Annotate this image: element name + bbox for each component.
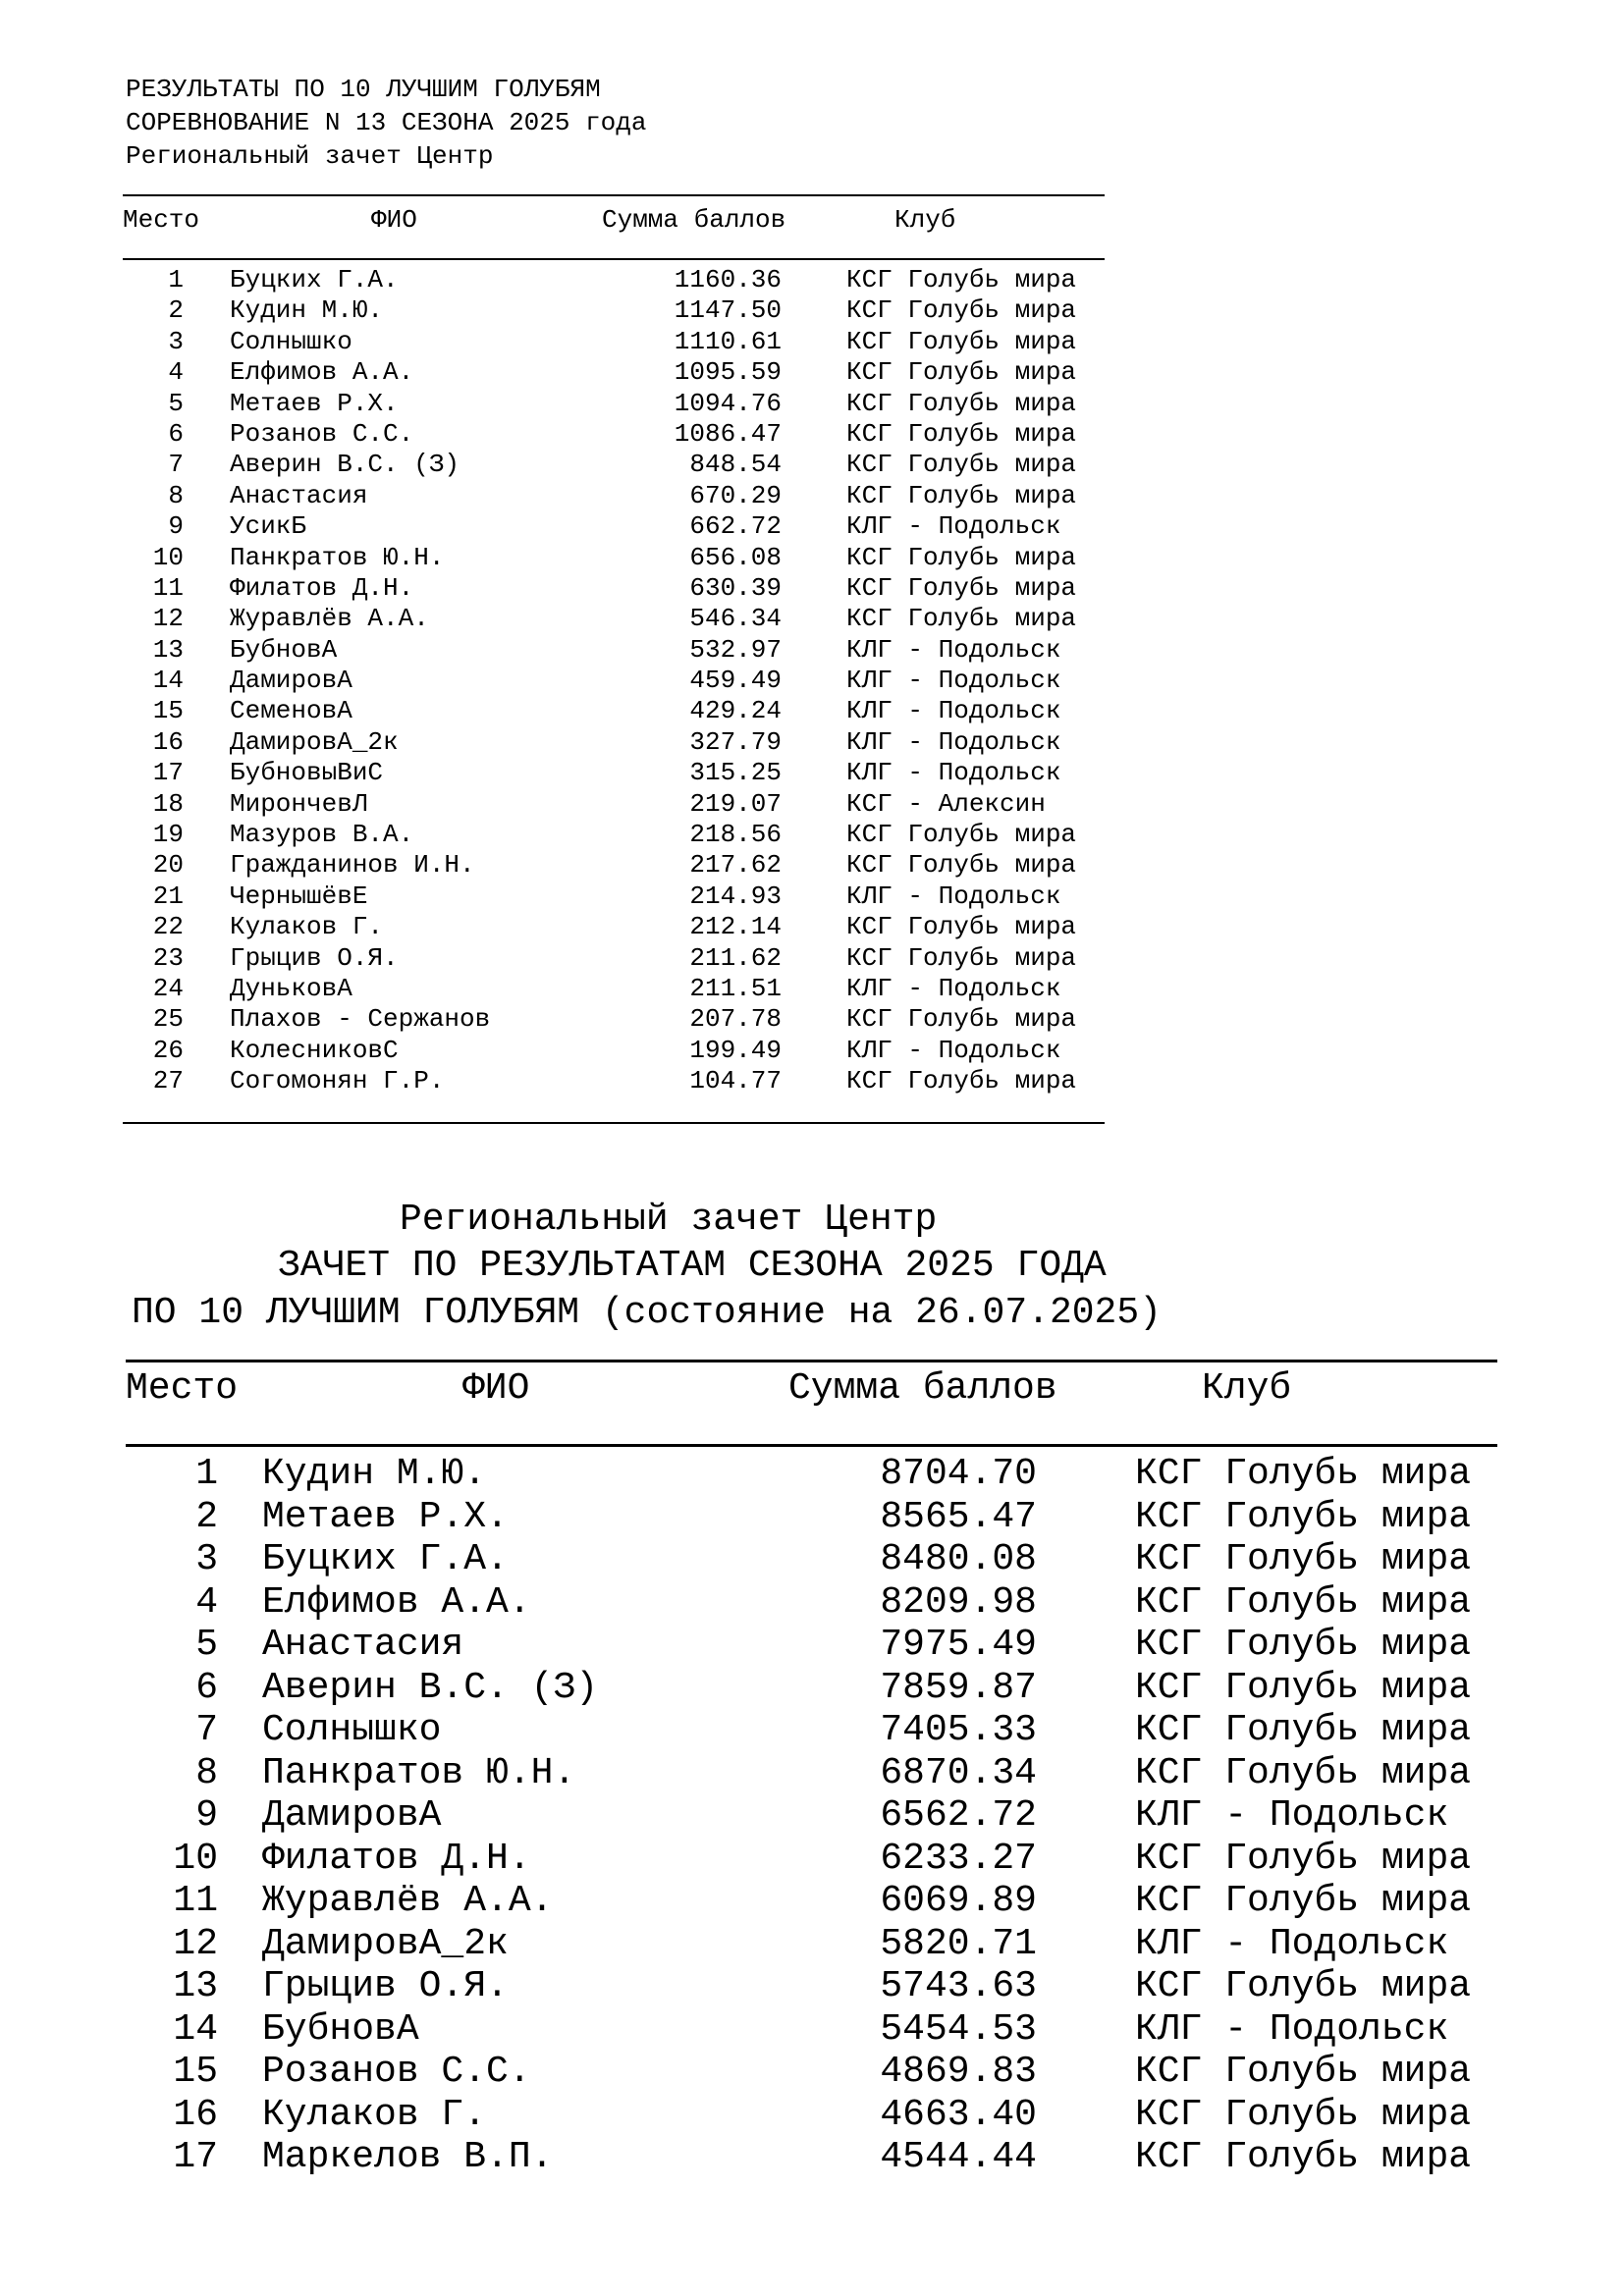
table-row xyxy=(123,943,1105,974)
cell-place: 16 xyxy=(152,726,184,757)
cell-place: 18 xyxy=(152,788,184,819)
cell-points: 532.97 xyxy=(689,634,782,665)
table-row xyxy=(126,2008,1497,2052)
cell-club: КСГ Голубь мира xyxy=(846,850,1077,881)
cell-points: 315.25 xyxy=(689,758,782,788)
cell-name: Филатов Д.Н. xyxy=(230,572,414,603)
table-row xyxy=(126,2051,1497,2094)
cell-points: 662.72 xyxy=(689,511,782,542)
cell-club: КСГ Голубь мира xyxy=(1135,1666,1472,1709)
table-row xyxy=(123,265,1105,295)
table-row xyxy=(123,666,1105,696)
cell-points: 1086.47 xyxy=(674,418,782,449)
cell-points: 212.14 xyxy=(689,912,782,942)
table-row xyxy=(126,1581,1497,1625)
cell-club: КСГ - Алексин xyxy=(846,788,1046,819)
cell-place: 15 xyxy=(152,696,184,726)
table2-header-row xyxy=(126,1366,1497,1412)
cell-points: 670.29 xyxy=(689,480,782,510)
cell-name: Плахов - Сержанов xyxy=(230,1004,491,1035)
cell-place: 20 xyxy=(152,850,184,881)
cell-points: 1110.61 xyxy=(674,326,782,356)
cell-club: КСГ Голубь мира xyxy=(846,418,1077,449)
cell-name: КолесниковС xyxy=(230,1035,399,1065)
section1-title-line-2: СОРЕВНОВАНИЕ N 13 СЕЗОНА 2025 года xyxy=(126,108,647,137)
cell-name: Грыцив О.Я. xyxy=(262,1965,509,2007)
cell-name: ДамировА xyxy=(262,1794,442,1837)
cell-name: Гражданинов И.Н. xyxy=(230,850,475,881)
cell-name: Грыцив О.Я. xyxy=(230,942,399,973)
section1-title-block xyxy=(126,73,647,173)
cell-club: КЛГ - Подольск xyxy=(846,726,1061,757)
table-row xyxy=(126,1794,1497,1838)
cell-place: 27 xyxy=(152,1066,184,1096)
table-row xyxy=(123,1004,1105,1035)
cell-club: КСГ Голубь мира xyxy=(1135,1624,1472,1666)
cell-club: КСГ Голубь мира xyxy=(846,912,1077,942)
cell-name: СеменовА xyxy=(230,696,352,726)
cell-club: КСГ Голубь мира xyxy=(846,942,1077,973)
cell-name: БубновА xyxy=(230,634,338,665)
cell-place: 17 xyxy=(152,758,184,788)
cell-name: БубновыВиС xyxy=(230,758,384,788)
cell-club: КЛГ - Подольск xyxy=(1135,2007,1449,2051)
table-row xyxy=(123,389,1105,419)
cell-club: КСГ Голубь мира xyxy=(846,1066,1077,1096)
cell-place: 9 xyxy=(195,1794,218,1837)
cell-points: 656.08 xyxy=(689,542,782,572)
cell-place: 25 xyxy=(152,1004,184,1035)
cell-points: 429.24 xyxy=(689,696,782,726)
table-row xyxy=(123,912,1105,942)
cell-points: 546.34 xyxy=(689,604,782,634)
table-row xyxy=(123,974,1105,1004)
section2-title-line-3: ПО 10 ЛУЧШИМ ГОЛУБЯМ (состояние на 26.07.2025) xyxy=(132,1292,1162,1334)
table2-header-place: Место xyxy=(126,1367,239,1410)
table2-top-rule xyxy=(126,1360,1497,1362)
cell-club: КЛГ - Подольск xyxy=(846,973,1061,1003)
table-row xyxy=(126,1538,1497,1581)
cell-points: 327.79 xyxy=(689,726,782,757)
cell-name: Маркелов В.П. xyxy=(262,2136,554,2178)
cell-points: 7859.87 xyxy=(880,1666,1037,1709)
cell-name: Анастасия xyxy=(230,480,368,510)
cell-name: ДамировА_2к xyxy=(262,1922,509,1965)
cell-place: 17 xyxy=(173,2136,218,2178)
cell-name: Буцких Г.А. xyxy=(230,265,399,294)
cell-place: 26 xyxy=(152,1035,184,1065)
table1-header-name: ФИО xyxy=(371,205,417,235)
cell-name: УсикБ xyxy=(230,511,307,542)
cell-name: Кудин М.Ю. xyxy=(262,1453,487,1495)
table-row xyxy=(126,1709,1497,1752)
cell-name: Аверин В.С. (З) xyxy=(230,450,460,480)
cell-place: 22 xyxy=(152,912,184,942)
cell-place: 13 xyxy=(152,634,184,665)
table-row xyxy=(123,1036,1105,1066)
cell-points: 1147.50 xyxy=(674,295,782,326)
cell-place: 24 xyxy=(152,973,184,1003)
cell-club: КЛГ - Подольск xyxy=(846,696,1061,726)
table2-header-name: ФИО xyxy=(462,1367,530,1410)
cell-points: 219.07 xyxy=(689,788,782,819)
table-row xyxy=(126,2094,1497,2137)
cell-points: 217.62 xyxy=(689,850,782,881)
cell-points: 459.49 xyxy=(689,666,782,696)
table-row xyxy=(123,481,1105,511)
cell-place: 8 xyxy=(195,1751,218,1794)
table-row xyxy=(126,1838,1497,1881)
cell-place: 12 xyxy=(173,1922,218,1965)
section2-title-line-2: ЗАЧЕТ ПО РЕЗУЛЬТАТАМ СЕЗОНА 2025 ГОДА xyxy=(278,1245,1107,1287)
table-row xyxy=(126,1453,1497,1496)
table-row xyxy=(123,850,1105,881)
table-row xyxy=(123,604,1105,634)
cell-club: КСГ Голубь мира xyxy=(846,450,1077,480)
cell-place: 4 xyxy=(168,357,184,388)
cell-points: 1160.36 xyxy=(674,265,782,294)
table-row xyxy=(126,1965,1497,2008)
cell-club: КЛГ - Подольск xyxy=(846,1035,1061,1065)
cell-club: КЛГ - Подольск xyxy=(1135,1922,1449,1965)
table-row xyxy=(126,1752,1497,1795)
cell-club: КСГ Голубь мира xyxy=(846,265,1077,294)
cell-club: КСГ Голубь мира xyxy=(1135,1538,1472,1580)
section1-title-line-3: Региональный зачет Центр xyxy=(126,141,494,171)
cell-name: Буцких Г.А. xyxy=(262,1538,509,1580)
cell-points: 4544.44 xyxy=(880,2136,1037,2178)
cell-name: Розанов С.С. xyxy=(262,2051,531,2093)
cell-club: КЛГ - Подольск xyxy=(846,511,1061,542)
table-row xyxy=(123,1066,1105,1096)
cell-points: 8209.98 xyxy=(880,1580,1037,1624)
cell-place: 6 xyxy=(195,1666,218,1709)
cell-points: 207.78 xyxy=(689,1004,782,1035)
cell-name: Журавлёв А.А. xyxy=(262,1880,554,1922)
table-row xyxy=(123,357,1105,388)
cell-club: КСГ Голубь мира xyxy=(1135,1880,1472,1922)
cell-club: КСГ Голубь мира xyxy=(1135,1837,1472,1880)
cell-place: 2 xyxy=(195,1495,218,1538)
section1-title-line-1: РЕЗУЛЬТАТЫ ПО 10 ЛУЧШИМ ГОЛУБЯМ xyxy=(126,75,601,104)
cell-points: 8480.08 xyxy=(880,1538,1037,1580)
cell-place: 9 xyxy=(168,511,184,542)
cell-club: КЛГ - Подольск xyxy=(1135,1794,1449,1837)
cell-club: КСГ Голубь мира xyxy=(846,295,1077,326)
cell-place: 5 xyxy=(195,1624,218,1666)
cell-points: 211.51 xyxy=(689,973,782,1003)
cell-place: 16 xyxy=(173,2093,218,2136)
cell-name: Кулаков Г. xyxy=(262,2093,487,2136)
cell-place: 12 xyxy=(152,604,184,634)
cell-place: 11 xyxy=(152,572,184,603)
table1-header-points: Сумма баллов xyxy=(602,205,786,235)
cell-place: 10 xyxy=(173,1837,218,1880)
cell-club: КЛГ - Подольск xyxy=(846,881,1061,911)
table1-header-row xyxy=(123,203,1105,237)
cell-place: 14 xyxy=(152,666,184,696)
cell-place: 1 xyxy=(168,265,184,294)
cell-place: 7 xyxy=(195,1709,218,1751)
table2-body xyxy=(126,1453,1497,2179)
cell-place: 15 xyxy=(173,2051,218,2093)
cell-club: КЛГ - Подольск xyxy=(846,666,1061,696)
table-row xyxy=(126,2136,1497,2179)
cell-name: Панкратов Ю.Н. xyxy=(230,542,445,572)
table1-top-rule xyxy=(123,194,1105,196)
table-row xyxy=(123,419,1105,450)
cell-name: Кудин М.Ю. xyxy=(230,295,384,326)
table-row xyxy=(123,573,1105,604)
table-row xyxy=(123,295,1105,326)
cell-place: 1 xyxy=(195,1453,218,1495)
cell-place: 2 xyxy=(168,295,184,326)
cell-name: ЧернышёвЕ xyxy=(230,881,368,911)
cell-place: 3 xyxy=(195,1538,218,1580)
cell-club: КСГ Голубь мира xyxy=(1135,1751,1472,1794)
cell-name: ДуньковА xyxy=(230,973,352,1003)
cell-club: КСГ Голубь мира xyxy=(1135,2051,1472,2093)
cell-name: Аверин В.С. (З) xyxy=(262,1666,599,1709)
table1-body xyxy=(123,265,1105,1097)
cell-place: 4 xyxy=(195,1580,218,1624)
table-row xyxy=(126,1923,1497,1966)
table-row xyxy=(123,450,1105,480)
cell-points: 6069.89 xyxy=(880,1880,1037,1922)
cell-club: КСГ Голубь мира xyxy=(846,820,1077,850)
cell-name: Журавлёв А.А. xyxy=(230,604,429,634)
cell-place: 13 xyxy=(173,1965,218,2007)
table2-header-rule xyxy=(126,1444,1497,1447)
table-row xyxy=(126,1880,1497,1923)
cell-name: Елфимов А.А. xyxy=(262,1580,531,1624)
cell-club: КСГ Голубь мира xyxy=(1135,1453,1472,1495)
cell-name: Метаев Р.Х. xyxy=(262,1495,509,1538)
cell-points: 4869.83 xyxy=(880,2051,1037,2093)
cell-place: 11 xyxy=(173,1880,218,1922)
cell-points: 5454.53 xyxy=(880,2007,1037,2051)
cell-name: Кулаков Г. xyxy=(230,912,384,942)
cell-name: Солнышко xyxy=(230,326,352,356)
cell-name: Анастасия xyxy=(262,1624,464,1666)
cell-club: КЛГ - Подольск xyxy=(846,758,1061,788)
cell-name: ДамировА_2к xyxy=(230,726,399,757)
cell-points: 630.39 xyxy=(689,572,782,603)
cell-points: 104.77 xyxy=(689,1066,782,1096)
table-row xyxy=(123,543,1105,573)
cell-club: КСГ Голубь мира xyxy=(846,480,1077,510)
cell-name: Метаев Р.Х. xyxy=(230,388,399,418)
cell-place: 21 xyxy=(152,881,184,911)
cell-place: 14 xyxy=(173,2007,218,2051)
cell-club: КСГ Голубь мира xyxy=(846,1004,1077,1035)
table-row xyxy=(123,696,1105,726)
cell-place: 10 xyxy=(152,542,184,572)
table-row xyxy=(126,1496,1497,1539)
cell-name: Филатов Д.Н. xyxy=(262,1837,531,1880)
cell-name: Панкратов Ю.Н. xyxy=(262,1751,576,1794)
cell-name: БубновА xyxy=(262,2007,419,2051)
cell-place: 7 xyxy=(168,450,184,480)
table1-header-place: Место xyxy=(123,205,200,235)
cell-points: 6870.34 xyxy=(880,1751,1037,1794)
table-row xyxy=(123,727,1105,758)
cell-name: Мазуров В.А. xyxy=(230,820,414,850)
table2-header-club: Клуб xyxy=(1202,1367,1292,1410)
table-row xyxy=(123,789,1105,820)
cell-name: Елфимов А.А. xyxy=(230,357,414,388)
table1-bottom-rule xyxy=(123,1122,1105,1124)
table-row xyxy=(123,881,1105,912)
cell-place: 19 xyxy=(152,820,184,850)
cell-points: 7405.33 xyxy=(880,1709,1037,1751)
cell-points: 211.62 xyxy=(689,942,782,973)
cell-place: 3 xyxy=(168,326,184,356)
cell-club: КЛГ - Подольск xyxy=(846,634,1061,665)
cell-club: КСГ Голубь мира xyxy=(1135,2093,1472,2136)
table1-header-rule xyxy=(123,258,1105,260)
cell-points: 8704.70 xyxy=(880,1453,1037,1495)
cell-club: КСГ Голубь мира xyxy=(1135,1965,1472,2007)
cell-name: Розанов С.С. xyxy=(230,418,414,449)
cell-points: 6233.27 xyxy=(880,1837,1037,1880)
cell-points: 5743.63 xyxy=(880,1965,1037,2007)
cell-club: КСГ Голубь мира xyxy=(846,357,1077,388)
cell-name: ДамировА xyxy=(230,666,352,696)
cell-points: 199.49 xyxy=(689,1035,782,1065)
cell-points: 1095.59 xyxy=(674,357,782,388)
cell-points: 7975.49 xyxy=(880,1624,1037,1666)
cell-points: 848.54 xyxy=(689,450,782,480)
table-row xyxy=(126,1624,1497,1667)
cell-place: 23 xyxy=(152,942,184,973)
cell-club: КСГ Голубь мира xyxy=(846,542,1077,572)
cell-points: 1094.76 xyxy=(674,388,782,418)
table-row xyxy=(123,635,1105,666)
cell-name: Согомонян Г.Р. xyxy=(230,1066,445,1096)
cell-place: 8 xyxy=(168,480,184,510)
cell-place: 6 xyxy=(168,418,184,449)
cell-points: 214.93 xyxy=(689,881,782,911)
cell-club: КСГ Голубь мира xyxy=(1135,2136,1472,2178)
section2-title-line-1: Региональный зачет Центр xyxy=(400,1199,938,1241)
cell-points: 5820.71 xyxy=(880,1922,1037,1965)
table-row xyxy=(123,820,1105,850)
table-row xyxy=(123,758,1105,788)
cell-club: КСГ Голубь мира xyxy=(846,388,1077,418)
cell-club: КСГ Голубь мира xyxy=(846,326,1077,356)
cell-club: КСГ Голубь мира xyxy=(846,572,1077,603)
cell-points: 6562.72 xyxy=(880,1794,1037,1837)
table2-header-points: Сумма баллов xyxy=(788,1367,1057,1410)
table-row xyxy=(126,1667,1497,1710)
cell-name: Солнышко xyxy=(262,1709,442,1751)
cell-points: 4663.40 xyxy=(880,2093,1037,2136)
cell-club: КСГ Голубь мира xyxy=(846,604,1077,634)
cell-club: КСГ Голубь мира xyxy=(1135,1495,1472,1538)
cell-club: КСГ Голубь мира xyxy=(1135,1709,1472,1751)
table1-header-club: Клуб xyxy=(894,205,956,235)
cell-points: 8565.47 xyxy=(880,1495,1037,1538)
cell-points: 218.56 xyxy=(689,820,782,850)
cell-club: КСГ Голубь мира xyxy=(1135,1580,1472,1624)
cell-name: МирончевЛ xyxy=(230,788,368,819)
cell-place: 5 xyxy=(168,388,184,418)
table-row xyxy=(123,511,1105,542)
table-row xyxy=(123,327,1105,357)
